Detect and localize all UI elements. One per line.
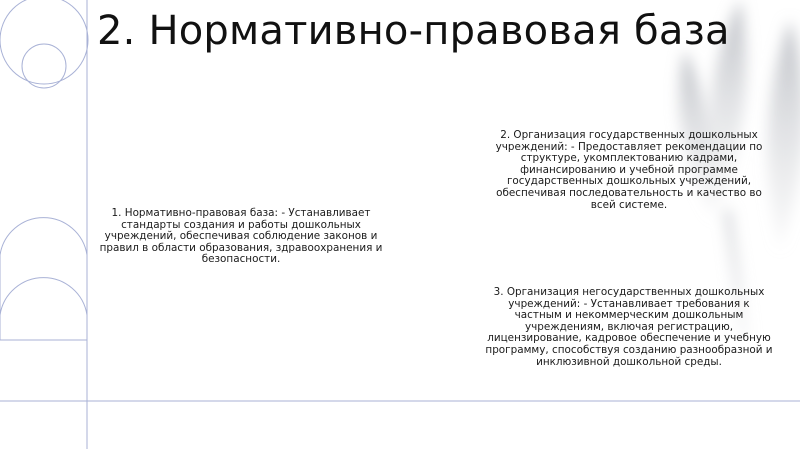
small-circle-ornament xyxy=(22,44,66,88)
text-block-state-institutions: 2. Организация государственных дошкольных учреждений: - Предоставляет рекомендации по структуре, укомплектованию кадрами, финансированию и учебной программе государственных дошкольных учреждений, обеспечивая последовательность и качество во всей системе. xyxy=(495,129,763,211)
arch-ornament-top xyxy=(0,218,87,340)
slide-title: 2. Нормативно-правовая база xyxy=(97,8,730,54)
text-block-private-institutions: 3. Организация негосударственных дошкольных учреждений: - Устанавливает требования к частным и некоммерческим дошкольным учреждениям, включая регистрацию, лицензирование, кадровое обеспечение и учебную программу, способствуя созданию разнообразной и инклюзивной дошкольной среды. xyxy=(485,286,773,368)
arch-ornament-bottom xyxy=(0,278,87,315)
large-circle-ornament xyxy=(0,0,88,84)
text-block-normative-base: 1. Нормативно-правовая база: - Устанавливает стандарты создания и работы дошкольных учреждений, обеспечивая соблюдение законов и правил в области образования, здравоохранения и безопасности. xyxy=(99,207,383,266)
